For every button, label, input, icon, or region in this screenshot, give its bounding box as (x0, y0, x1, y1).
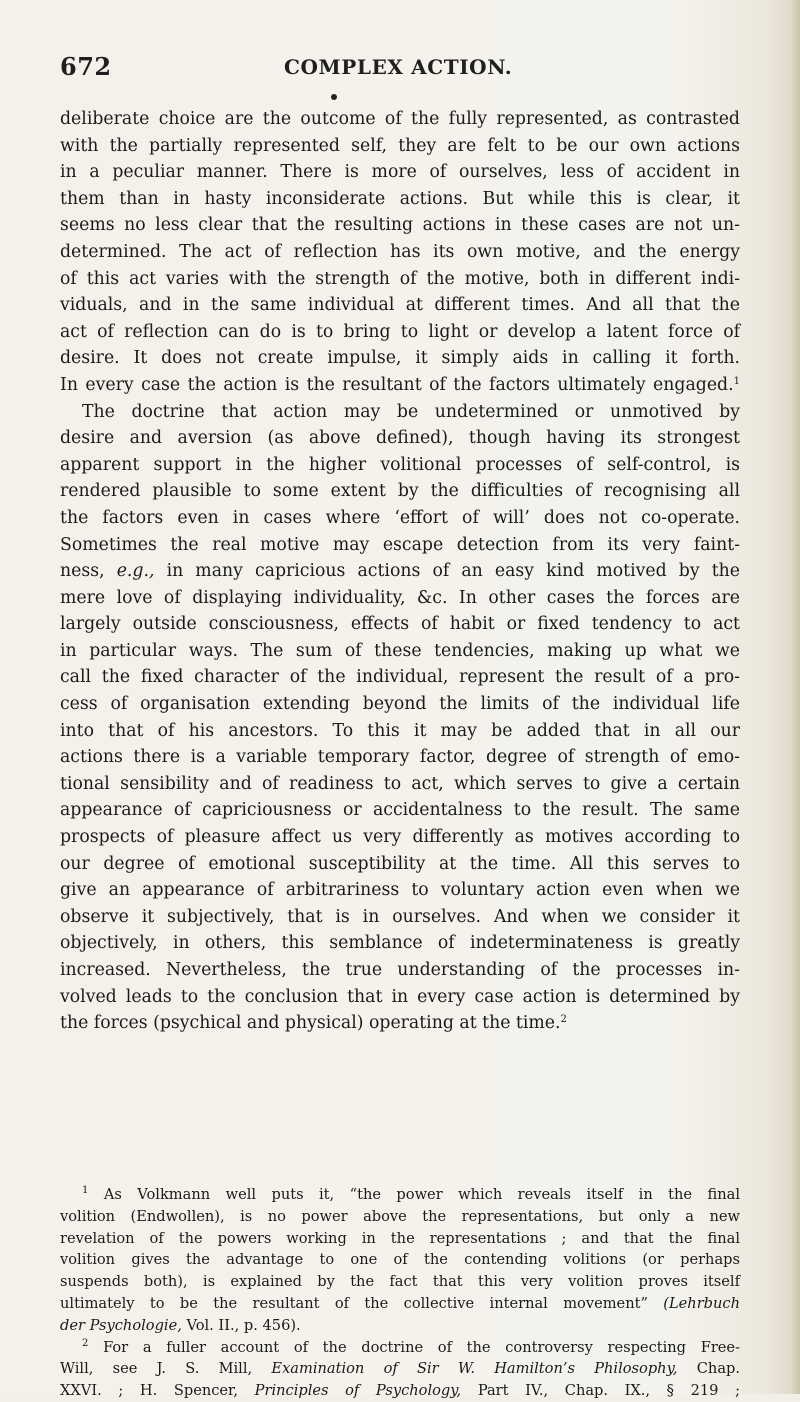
body-line: call the fixed character of the individual, represent the result of a pro- (60, 667, 740, 688)
body-line: observe it subjectively, that is in ourselves. And when we consider it (60, 906, 740, 927)
body-line: seems no less clear that the resulting actions in these cases are not un- (60, 215, 740, 236)
body-line-text: ness, (60, 561, 105, 582)
italic-title: Principles of Psychology, (254, 1382, 462, 1400)
body-line: volved leads to the conclusion that in every case action is determined by (60, 986, 740, 1007)
body-line: apparent support in the higher volitional processes of self-control, is (60, 454, 740, 475)
body-line: prospects of pleasure affect us very differently as motives according to (60, 827, 740, 848)
footnote-text: XXVI. ; H. Spencer, (60, 1382, 239, 1400)
body-line-with-footnote-ref (60, 372, 740, 399)
footnote-text: For a fuller account of the doctrine of the controversy respecting Free- (103, 1338, 740, 1356)
body-line: tional sensibility and of readiness to act, which serves to give a certain (60, 773, 740, 794)
body-line-with-italic (60, 558, 740, 585)
italic-title: (Lehrbuch (663, 1294, 740, 1312)
italic-title: der Psychologie, (60, 1316, 182, 1334)
footnote-1-line: volition gives the advantage to one of the contending volitions (or perhaps (60, 1251, 740, 1269)
footnote-1-line: suspends both), is explained by the fact that this very volition proves itself (60, 1273, 740, 1291)
footnote-text: Part IV., Chap. IX., § 219 ; (477, 1382, 740, 1400)
body-line: Sometimes the real motive may escape detection from its very faint- (60, 534, 740, 555)
footnote-1-line (60, 1293, 740, 1315)
footnote-text: ultimately to be the resultant of the collective internal movement” (60, 1294, 648, 1312)
page-edge-shadow (790, 0, 800, 1394)
body-line: desire. It does not create impulse, it simply aids in calling it forth. (60, 348, 740, 369)
body-line: actions there is a variable temporary factor, degree of strength of emo- (60, 747, 740, 768)
body-line: deliberate choice are the outcome of the fully represented, as contrasted (60, 109, 740, 129)
footnote-text: Chap. (696, 1360, 741, 1378)
footnotes (60, 1184, 740, 1402)
body-line: the factors even in cases where ‘effort of will’ does not co-operate. (60, 507, 740, 528)
footnote-ref-2: 2 (560, 1014, 567, 1026)
footnote-1-line: revelation of the powers working in the representations ; and that the final (60, 1229, 740, 1247)
body-line: cess of organisation extending beyond the limits of the individual life (60, 694, 740, 715)
body-paragraphs (60, 106, 740, 1037)
page-number: 672 (60, 52, 112, 81)
body-line: viduals, and in the same individual at different times. And all that the (60, 295, 740, 316)
body-line: of this act varies with the strength of the motive, both in different indi- (60, 268, 740, 289)
footnote-2-line (60, 1358, 740, 1380)
running-head: COMPLEX ACTION. (284, 55, 513, 79)
footnote-1-line (60, 1315, 740, 1337)
body-line: rendered plausible to some extent by the difficulties of recognising all (60, 481, 740, 502)
body-line: increased. Nevertheless, the true understanding of the processes in- (60, 960, 740, 980)
italic-title: Examination of Sir W. Hamilton’s Philosophy, (271, 1360, 678, 1378)
body-line: our degree of emotional susceptibility at the time. All this serves to (60, 853, 740, 874)
footnote-1-line: volition (Endwollen), is no power above the representations, but only a new (60, 1207, 740, 1225)
body-line: them than in hasty inconsiderate actions. But while this is clear, it (60, 188, 740, 209)
footnote-1-marker: 1 (82, 1185, 89, 1196)
body-line: in a peculiar manner. There is more of ourselves, less of accident in (60, 162, 740, 183)
footnote-2-line (60, 1337, 740, 1359)
footnote-text: Will, see J. S. Mill, (60, 1360, 253, 1378)
body-line: give an appearance of arbitrariness to voluntary action even when we (60, 880, 740, 901)
page-header (60, 52, 740, 86)
footnote-2-marker: 2 (82, 1337, 89, 1349)
body-line: act of reflection can do is to bring to light or develop a latent force of (60, 321, 740, 342)
body-line-text: the forces (psychical and physical) operating at the time. (60, 1013, 561, 1034)
footnote-ref-1: 1 (733, 375, 740, 387)
footnote-text: As Volkmann well puts it, “the power which reveals itself in the final (103, 1186, 741, 1203)
footnote-text: Vol. II., p. 456). (186, 1316, 301, 1334)
body-line: appearance of capriciousness or accidentalness to the result. The same (60, 800, 740, 821)
print-speck (331, 94, 337, 100)
body-line: The doctrine that action may be undetermined or unmotived by (82, 401, 740, 422)
body-line: with the partially represented self, they are felt to be our own actions (60, 135, 740, 156)
body-line-with-footnote-ref (60, 1010, 740, 1037)
footnote-2-line (60, 1380, 740, 1402)
body-line-text: in many capricious actions of an easy kind motived by the (166, 561, 740, 582)
body-line: objectively, in others, this semblance of indeterminateness is greatly (60, 933, 740, 954)
footnote-1-line (60, 1184, 740, 1206)
italic-eg: e.g., (116, 561, 155, 582)
body-line: largely outside consciousness, effects of habit or fixed tendency to act (60, 614, 740, 635)
body-line: mere love of displaying individuality, &c. In other cases the forces are (60, 587, 740, 608)
body-line-text: In every case the action is the resultant of the factors ultimately engaged. (60, 374, 734, 395)
body-line: into that of his ancestors. To this it may be added that in all our (60, 720, 740, 741)
body-line: in particular ways. The sum of these tendencies, making up what we (60, 640, 740, 661)
body-line: determined. The act of reflection has its own motive, and the energy (60, 241, 740, 262)
body-line: desire and aversion (as above defined), though having its strongest (60, 428, 740, 449)
